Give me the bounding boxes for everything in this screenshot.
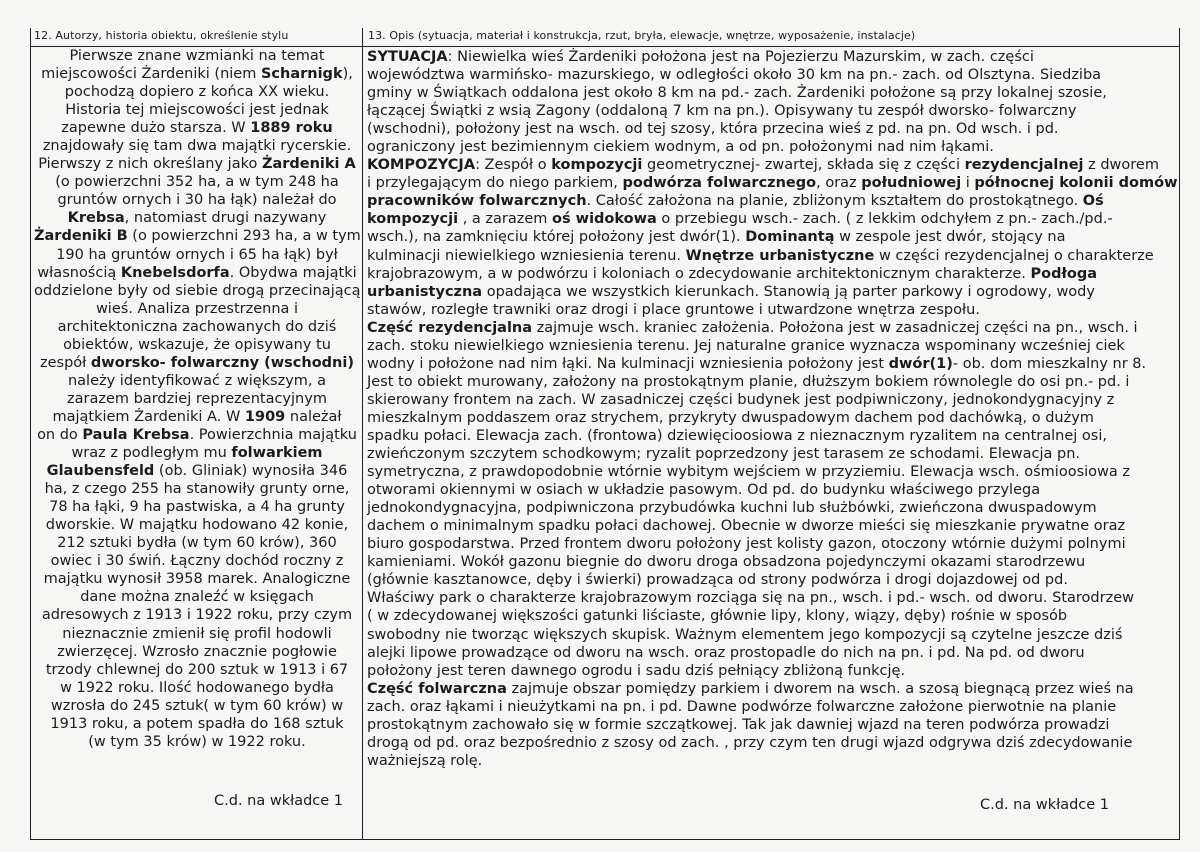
description-text-line: prostokątnym zachowało się w formie szczątkowej. Tak jak dawniej wjazd na teren podwórza prowadzi [367, 716, 1110, 733]
history-text-line: (o powierzchni 352 ha, a w tym 248 ha [55, 174, 339, 191]
description-text-line: gminy w Świątkach oddalona jest około 8 km na pd.- zach. Żardeniki położone są przy lokalnej szosie, [367, 85, 1107, 102]
history-text-line: gruntów ornych i 30 ha łąk) należał do [57, 192, 337, 209]
bold-term: SYTUACJA [367, 49, 448, 65]
bold-term: 1909 [244, 408, 286, 425]
description-text-line: alejki lipowe prowadzące od dworu na wsch. oraz prostopadle do nich na pn. i pd. Na pd. od dworu [367, 644, 1085, 661]
history-text-line: znajdowały się tam dwa majątki rycerskie. [42, 138, 352, 155]
history-text-line: obiektów, wskazuje, że opisywany tu [63, 336, 331, 353]
description-text-line: wodny i położone nad nim łąki. Na kulminacji wzniesienia położony jest dwór(1)- ob. dom mieszkalny nr 8. [367, 355, 1147, 372]
bold-term: oś widokowa [552, 211, 657, 228]
bold-term: Część rezydencjalna [367, 319, 533, 336]
history-text-line: owiec i 30 świń. Łączny dochód roczny z [50, 553, 344, 570]
history-text-line: Historia tej miejscowości jest jednak [65, 102, 329, 119]
history-text-line: majątkiem Żardeniki A. W 1909 należał [52, 408, 342, 425]
description-text-line: stawów, rozległe trawniki oraz drogi i place gruntowe i utwardzone wnętrza zespołu. [367, 301, 980, 318]
history-text-line: adresowych z 1913 i 1922 roku, przy czym [41, 607, 353, 624]
bold-term: Część folwarczna [367, 680, 507, 697]
description-text-line: (wschodni), położony jest na wsch. od tej szosy, która przecina wieś z pd. na pn. Od wsch. i pd. [367, 121, 1059, 138]
bold-term: dworsko- folwarczny (wschodni) [90, 354, 354, 371]
history-text-line: zarazem bardziej reprezentacyjnym [67, 390, 327, 407]
history-text-line: trzody chlewnej do 200 sztuk w 1913 i 67 [45, 661, 349, 678]
history-text-line: miejscowości Żardeniki (niem Scharnigk), [41, 66, 353, 83]
description-text-line: zwieńczonym szczytem schodkowym; ryzalit poprzedzony jest tarasem ze schodami. Elewacja pn. [367, 446, 1081, 463]
description-text-line: jednokondygnacyjna, podpiwniczona przybudówka kuchni lub służbówki, zwieńczona dwuspadowym [367, 500, 1097, 517]
description-text-line: swobodny nie tworząc większych skupisk. Ważnym elementem jego kompozycji są czytelne jeszcze dziś [367, 626, 1123, 643]
bold-term: Paula Krebsa [82, 426, 190, 443]
bold-term: Podłoga [1030, 265, 1097, 282]
history-text-line: 1913 roku, a potem spadła do 168 sztuk [50, 715, 344, 732]
bold-term: dwór(1) [888, 355, 953, 372]
bold-term: Oś [1082, 193, 1104, 210]
bold-term: kompozycji [551, 157, 643, 174]
bold-term: Glaubensfeld [46, 463, 155, 480]
bold-term: Scharnigk [260, 66, 343, 83]
description-text-line: mieszkalnym poddaszem oraz strychem, przykryty dwuspadowym dachem pod dachówką, o dużym [367, 409, 1094, 426]
history-text-line: 78 ha łąki, 9 ha pastwiska, a 4 ha grunty [49, 499, 345, 516]
left-column-header: 12. Autorzy, historia obiektu, określenie stylu [34, 29, 289, 42]
history-text-line: zwierzęcej. Wzrosło znacznie pogłowie [57, 643, 337, 660]
description-text [367, 48, 1179, 770]
bold-term: podwórza folwarcznego [622, 175, 817, 192]
history-text-line: pochodzą dopiero z końca XX wieku. [64, 84, 330, 101]
bold-term: kompozycji [367, 211, 459, 228]
description-text-line: wsch.), na zamknięciu której położony jest dwór(1). Dominantą w zespole jest dwór, stojący na [367, 229, 1066, 246]
right-column-header: 13. Opis (sytuacja, materiał i konstrukcja, rzut, bryła, elewacje, wnętrze, wyposażenie, instalacje) [368, 29, 916, 42]
bold-term: Dominantą [745, 229, 835, 246]
history-text-line: wzrosła do 245 sztuk( w tym 60 krów) w [50, 697, 344, 714]
history-text-line: Krebsa, natomiast drugi nazywany [67, 210, 327, 227]
description-text-line: ważniejszą rolę. [367, 752, 483, 769]
right-continuation-note: C.d. na wkładce 1 [980, 797, 1110, 813]
bold-term: urbanistyczna [367, 283, 483, 300]
history-text-line: zapewne dużo starsza. W 1889 roku [61, 120, 333, 137]
left-continuation-note: C.d. na wkładce 1 [214, 793, 344, 809]
description-text-line: otworami okiennymi w osiach w układzie pasowym. Od pd. do budynku właściwego przylega [367, 482, 1041, 499]
description-text-line: Część folwarczna zajmuje obszar pomiędzy parkiem i dworem na wsch. a szosą biegnącą przez wieś na [367, 680, 1134, 697]
description-text-line: kompozycji , a zarazem oś widokowa o przebiegu wsch.- zach. ( z lekkim odchyłem z pn.- zach./pd.- [367, 211, 1113, 228]
history-text-line: wieś. Analiza przestrzenna i [95, 300, 299, 317]
description-text-line: (głównie kasztanowce, dęby i świerki) prowadząca od strony podwórza i drogi dojazdowej od pd. [367, 572, 1068, 589]
description-text-line: symetryczna, z prawdopodobnie wtórnie wybitym wejściem w przyziemiu. Elewacja wsch. ośmioosiowa z [367, 464, 1130, 481]
description-text-line: pracowników folwarcznych. Całość założona na planie, zbliżonym kształtem do prostokątnego. Oś [367, 193, 1104, 210]
history-text-line: zespół dworsko- folwarczny (wschodni) [40, 354, 354, 371]
history-text-line: nieznacznie zmienił się profil hodowli [62, 625, 332, 642]
bold-term: Knebelsdorfa [120, 264, 230, 281]
description-text-line: spadku połaci. Elewacja zach. (frontowa) dziewięcioosiowa z nieznacznym ryzalitem na centralnej osi, [367, 427, 1107, 444]
description-text-line: województwa warmińsko- mazurskiego, w odległości około 30 km na pn.- zach. od Olsztyna. Siedziba [367, 67, 1102, 84]
history-text-line: (w tym 35 krów) w 1922 roku. [88, 733, 306, 750]
description-text-line: kulminacji niewielkiego wzniesienia terenu. Wnętrze urbanistyczne w części rezydencjalnej o charakterze [367, 247, 1154, 264]
description-text-line: kamieniami. Wokół gazonu biegnie do dworu droga obsadzona pojedynczymi okazami starodrzewu [367, 554, 1086, 571]
bold-term: pracowników folwarcznych [367, 193, 587, 210]
history-text-line: wraz z podległym mu folwarkiem [71, 445, 323, 462]
history-text [34, 47, 360, 751]
description-text-line: drogą od pd. oraz bezpośrednio z szosy od zach. , przy czym ten drugi wjazd odgrywa dziś zdecydowanie [367, 734, 1133, 751]
history-text-line: majątku wynosił 3958 marek. Analogiczne [43, 571, 351, 588]
bold-term: Żardeniki A [261, 156, 356, 173]
history-text-line: 212 sztuki bydła (w tym 60 krów), 360 [57, 535, 337, 552]
description-text-line: skierowany frontem na zach. W zasadniczej części budynek jest podpiwniczony, jednokondygnacyjny z [367, 391, 1115, 408]
bold-term: KOMPOZYCJA [367, 157, 476, 174]
history-text-line: należy identyfikować z większym, a [67, 372, 327, 389]
description-text-line: KOMPOZYCJA: Zespół o kompozycji geometrycznej- zwartej, składa się z części rezydencjalnej z dworem [367, 157, 1159, 174]
description-text-line: położony jest teren dawnego ogrodu i sadu dziś pełniący zbliżoną funkcję. [367, 662, 906, 679]
bold-term: Żardeniki B [34, 228, 128, 245]
history-text-line: oddzielone były od siebie drogą przecinającą [34, 282, 361, 299]
description-text-line: i przylegającym do niego parkiem, podwórza folwarcznego, oraz południowej i północnej kolonii domów [367, 175, 1178, 192]
description-text-line: Część rezydencjalna zajmuje wsch. kraniec założenia. Położona jest w zasadniczej części na pn., wsch. i [367, 319, 1138, 336]
column-divider [362, 28, 363, 840]
history-text-line: Pierwsze znane wzmianki na temat [69, 48, 325, 64]
bold-term: folwarkiem [231, 445, 323, 462]
history-text-line: dworskie. W majątku hodowano 42 konie, [45, 517, 349, 534]
description-text-line: Właściwy park o charakterze krajobrazowym rozciąga się na pn., wsch. i pd.- wsch. od dworu. Starodrzew [367, 590, 1134, 607]
bold-term: 1889 roku [250, 120, 333, 137]
bold-term: rezydencjalnej [964, 157, 1084, 174]
bold-term: północnej kolonii domów [974, 175, 1178, 192]
description-text-line: krajobrazowym, a w podwórzu i koloniach o zdecydowanie architektonicznym charakterze. Podłoga [367, 265, 1097, 282]
description-text-line: Jest to obiekt murowany, założony na prostokątnym planie, dłuższym bokiem równolegle do osi pn.- pd. i [367, 373, 1130, 390]
history-text-line: Pierwszy z nich określany jako Żardeniki A [38, 156, 356, 173]
history-text-line: Żardeniki B (o powierzchni 293 ha, a w tym [34, 228, 361, 245]
description-text-line: łączącej Świątki z wsią Zagony (oddaloną 7 km na pn.). Opisywany tu zespół dworsko- folwarczny [367, 103, 1077, 120]
description-text-line: urbanistyczna opadająca we wszystkich kierunkach. Stanowią ją parter parkowy i ogrodowy, wody [367, 283, 1095, 300]
bold-term: Krebsa [67, 210, 125, 227]
history-text-line: ha, z czego 255 ha stanowiły grunty orne, [44, 481, 350, 498]
description-text-line: SYTUACJA: Niewielka wieś Żardeniki położona jest na Pojezierzu Mazurskim, w zach. części [367, 49, 1034, 65]
description-text-line: ograniczony jest bezimiennym ciekiem wodnym, a od pn. położonymi nad nim łąkami. [367, 139, 994, 156]
description-text-line: biuro gospodarstwa. Przed frontem dworu położony jest kolisty gazon, otoczony wtórnie dużymi polnymi [367, 536, 1126, 553]
history-text-line: architektoniczna zachowanych do dziś [57, 318, 337, 335]
bold-term: południowej [861, 175, 962, 192]
history-text-line: 190 ha gruntów ornych i 65 ha łąk) był [56, 246, 338, 263]
description-text-line: zach. stoku niewielkiego wzniesienia terenu. Jej naturalne granice wyznacza wspominany wcześniej ciek [367, 337, 1125, 354]
description-text-line: zach. oraz łąkami i nieużytkami na pn. i pd. Dawne podwórze folwarczne założone pierwotnie na planie [367, 698, 1117, 715]
bold-term: Wnętrze urbanistyczne [685, 247, 875, 264]
history-text-line: on do Paula Krebsa. Powierzchnia majątku [37, 426, 357, 443]
history-text-line: własnością Knebelsdorfa. Obydwa majątki [37, 264, 357, 281]
description-text-line: dachem o minimalnym spadku połaci dachowej. Obecnie w dworze mieści się mieszkanie prywatne oraz [367, 518, 1126, 535]
history-text-line: w 1922 roku. Ilość hodowanego bydła [60, 679, 334, 696]
history-text-line: Glaubensfeld (ob. Gliniak) wynosiła 346 [46, 463, 348, 480]
history-text-line: dane można znaleźć w księgach [80, 589, 314, 606]
description-text-line: ( w zdecydowanej większości gatunki liściaste, głównie lipy, klony, wiązy, dęby) rośnie w sposób [367, 608, 1068, 625]
